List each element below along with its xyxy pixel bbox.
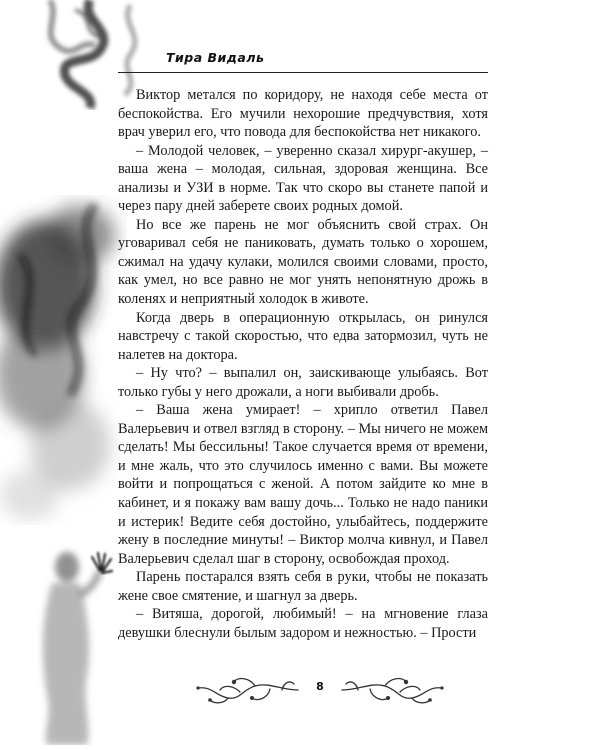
body-text (118, 86, 488, 642)
running-header (118, 48, 488, 73)
page-footer (190, 668, 450, 708)
paragraph: Но все же парень не мог объяснить свой страх. Он уговаривал себя не паниковать, думать только о хорошем, сжимал на удачу кулаки, молился своими словами, просто, как умел, но все равно не мог унять непонятную дрожь в коленях и неприятный холодок в животе. (118, 216, 488, 308)
author-name: Тира Видаль (166, 50, 265, 65)
paragraph: – Витяша, дорогой, любимый! – на мгновение глаза девушки блеснули былым задором и нежностью. – Прости (118, 606, 488, 641)
paragraph: Парень постарался взять себя в руки, чтобы не показать жене свое смятение, и шагнул за дверь. (118, 569, 488, 604)
floral-ornament-right-icon (340, 672, 450, 706)
page-number: 8 (316, 680, 324, 693)
paragraph: Виктор метался по коридору, не находя себе места от беспокойства. Его мучили нехорошие предчувствия, хотя врач уверил его, что повода для беспокойства нет никакого. (118, 87, 488, 141)
paragraph: – Ваша жена умирает! – хрипло ответил Павел Валерьевич и отвел взгляд в сторону. – Мы ничего не можем сделать! Мы бессильны! Такое случается время от времени, и мне жаль, что это случилось именно с вами. Вы можете войти и попрощаться с женой. А потом зайдите ко мне в кабинет, и я покажу вам вашу дочь... Только не надо паники и истерик! Ведите себя достойно, улыбайтесь, поддержите жену в последние минуты! – Виктор молча кивнул, и Павел Валерьевич сделал шаг в сторону, освобождая проход. (118, 402, 488, 567)
paragraph: – Ну что? – выпалил он, заискивающе улыбаясь. Вот только губы у него дрожали, а ноги выбивали дробь. (118, 365, 488, 400)
paragraph: – Молодой человек, – уверенно сказал хирург-акушер, – ваша жена – молодая, сильная, здоровая женщина. Все анализы и УЗИ в норме. Так что скоро вы станете папой и через пару дней заберете своих родных домой. (118, 142, 488, 215)
ghost-figure-icon (22, 545, 117, 745)
paragraph: Когда дверь в операционную открылась, он ринулся навстречу с такой скоростью, что едва затормозил, чуть не налетев на доктора. (118, 309, 488, 363)
